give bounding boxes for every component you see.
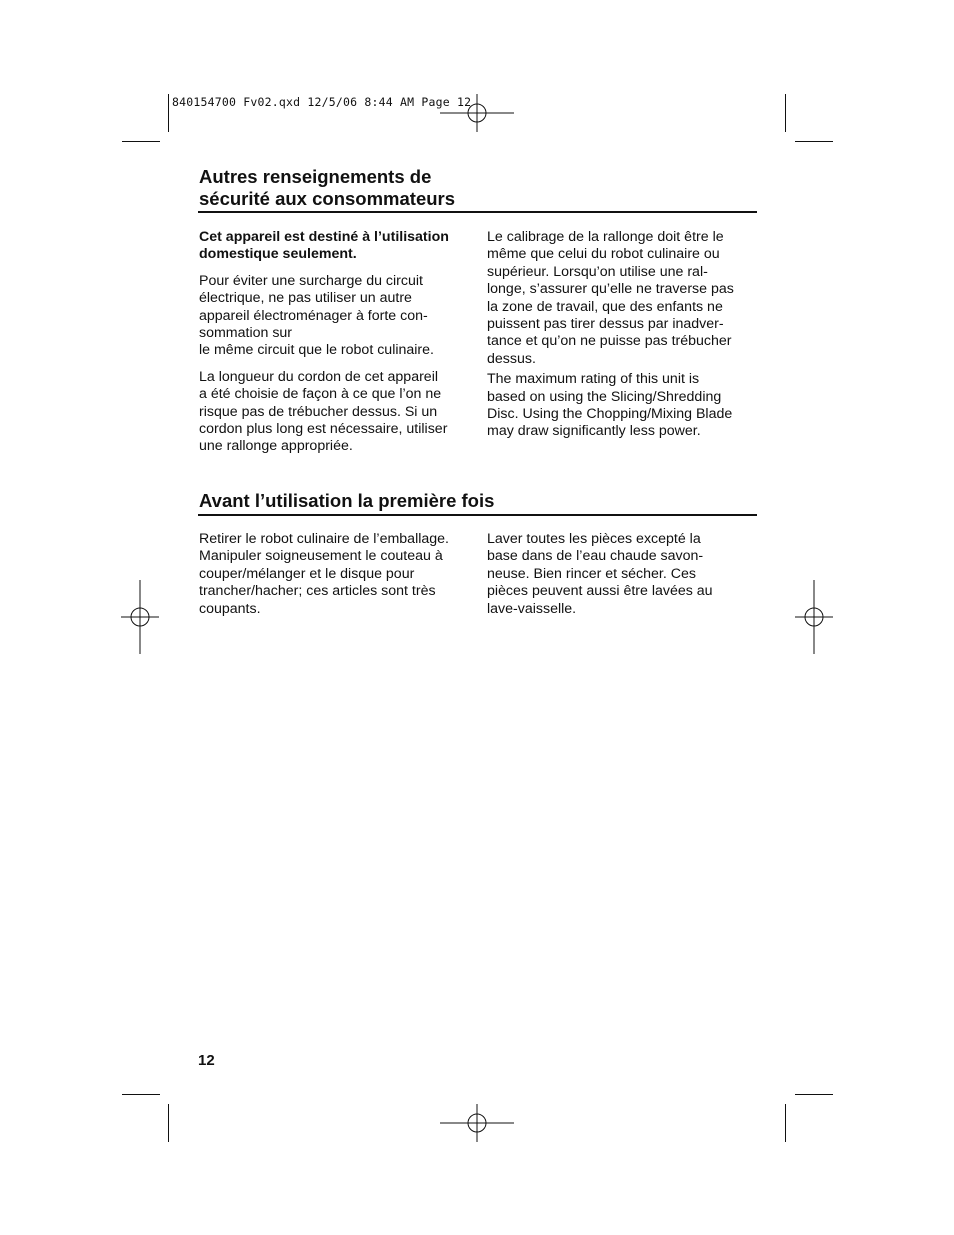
extension-cord-paragraph: Le calibrage de la rallonge doit être le même que celui du robot culinaire ou supérieur. Lorsqu’on utilise une ral- longe, s’assurer qu’elle ne traverse pas la zone de travail, que des enfants ne puissent pas tirer dessus par inadver- tance et qu’on ne puisse pas trébucher dessus. bbox=[487, 229, 734, 367]
crop-mark bbox=[122, 141, 160, 142]
washing-paragraph: Laver toutes les pièces excepté la base dans de l’eau chaude savon- neuse. Bien rincer et sécher. Ces pièces peuvent aussi être lavées au lave-vaisselle. bbox=[487, 531, 713, 617]
cord-length-paragraph: La longueur du cordon de cet appareil a été choisie de façon à ce que l’on ne risque pas de trébucher dessus. Si un cordon plus long est nécessaire, utiliser une rallonge appropriée. bbox=[199, 368, 448, 455]
registration-mark-right bbox=[777, 580, 851, 654]
print-slug: 840154700 Fv02.qxd 12/5/06 8:44 AM Page 12 bbox=[172, 95, 472, 109]
crop-mark bbox=[785, 1104, 786, 1142]
crop-mark bbox=[795, 1094, 833, 1095]
unpacking-paragraph: Retirer le robot culinaire de l’emballage. Manipuler soigneusement le couteau à couper/mélanger et le disque pour trancher/hacher; ces articles sont très coupants. bbox=[199, 531, 449, 617]
registration-mark-left bbox=[103, 580, 177, 654]
page-number: 12 bbox=[198, 1052, 215, 1069]
section-rule bbox=[198, 211, 757, 213]
household-use-notice: Cet appareil est destiné à l’utilisation domestique seulement. bbox=[199, 229, 449, 263]
crop-mark bbox=[168, 94, 169, 132]
safety-left-column bbox=[199, 229, 471, 465]
crop-mark bbox=[168, 1104, 169, 1142]
circuit-overload-paragraph: Pour éviter une surcharge du circuit électrique, ne pas utiliser un autre appareil électroménager à forte con- sommation sur le même circuit que le robot culinaire. bbox=[199, 272, 434, 359]
crop-mark bbox=[122, 1094, 160, 1095]
first-use-left-column bbox=[199, 531, 471, 627]
section-heading-safety: Autres renseignements de sécurité aux consommateurs bbox=[199, 166, 456, 209]
crop-mark bbox=[785, 94, 786, 132]
crop-mark bbox=[795, 141, 833, 142]
section-heading-first-use: Avant l’utilisation la première fois bbox=[199, 490, 495, 511]
registration-mark-bottom bbox=[440, 1086, 514, 1160]
safety-right-column bbox=[487, 229, 762, 450]
section-rule bbox=[198, 514, 757, 516]
first-use-right-column bbox=[487, 531, 762, 627]
max-rating-paragraph: The maximum rating of this unit is based on using the Slicing/Shredding Disc. Using the Chopping/Mixing Blade may draw significantly less power. bbox=[487, 371, 733, 440]
registration-mark-top bbox=[440, 76, 514, 150]
